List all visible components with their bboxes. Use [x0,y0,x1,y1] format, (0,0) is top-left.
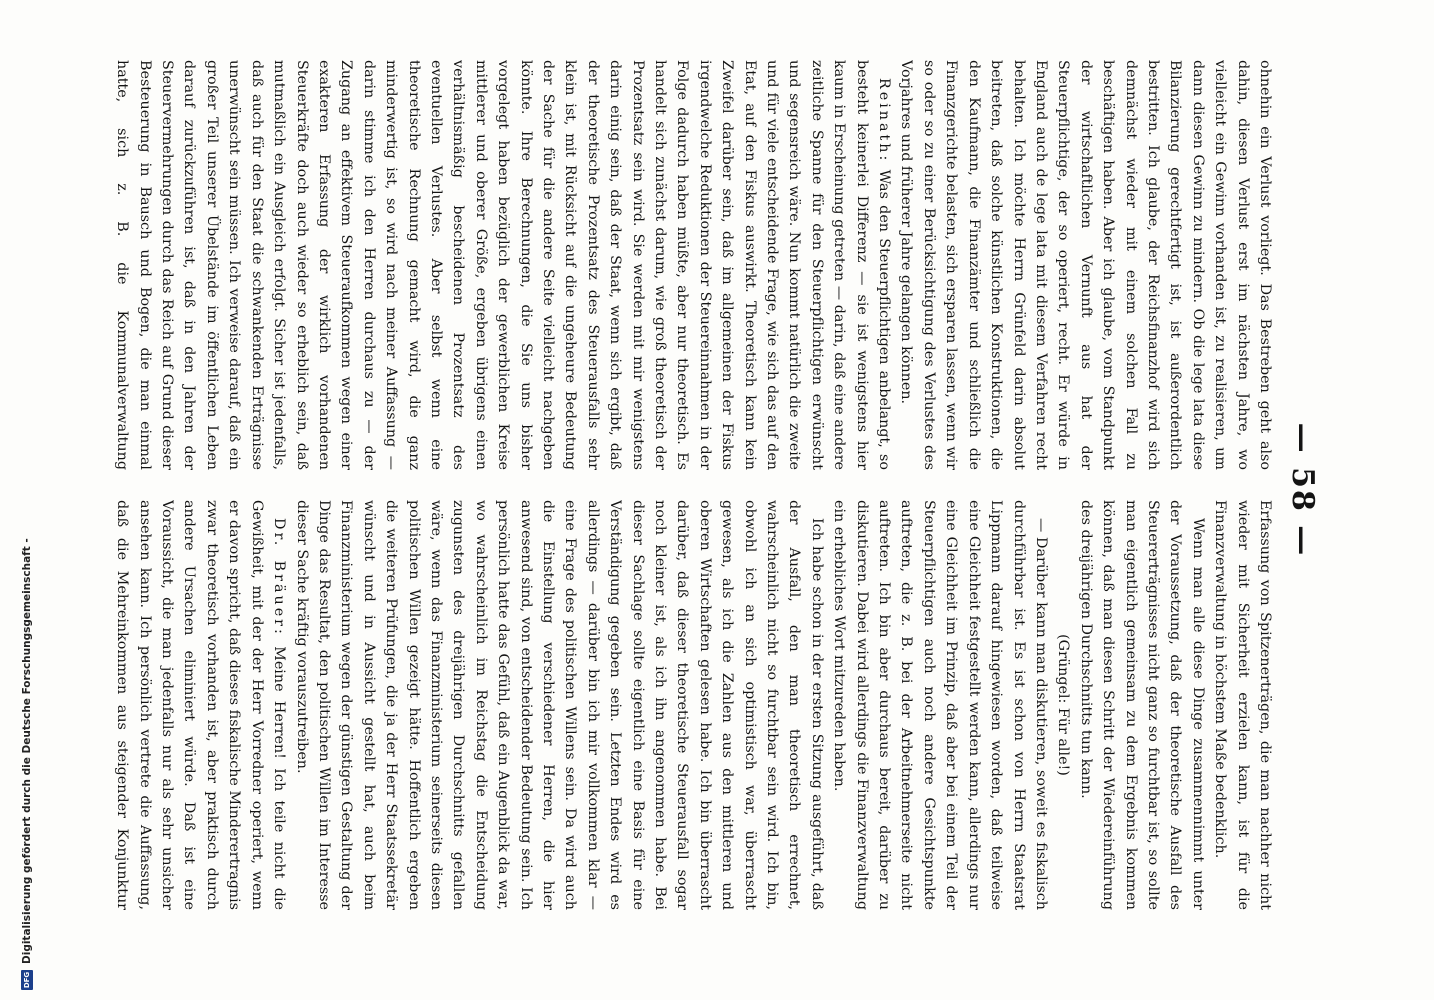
paragraph-text: Wenn man alle diese Dinge zusammennimmt unter der Voraussetzung, daß der theoretische Ausfall des Steuererträgnisses nicht ganz so furchtbar ist, so sollte man eigentlich gemeinsam zu dem Ergebnis kommen können, daß man diesen Schritt der Wiedereinführung des dreijährigen Durchschnitts tun kann. [1077,500,1206,910]
paragraph-text: Meine Herren! Ich teile nicht die Gewißheit, mit der der Herr Vorredner operiert, wenn er davon spricht, daß dieses fiskalische Minderertragnis zwar theoretisch vorhanden ist, aber praktisch durch andere Ursachen eliminiert würde. Daß ist eine Voraussicht, die man jedenfalls nur als sehr unsicher ansehen kann. Ich persönlich vertrete die Auffassung, daß die Mehreinkommen aus steigender Konjunktur [114,500,288,910]
page-number: — 58 — [1285,422,1320,558]
paragraph [290,500,828,910]
paragraph-text: Ich habe schon in der ersten Sitzung ausgeführt, daß der Ausfall, den man theoretisch errechnet, wahrscheinlich nicht so furchtbar sein wird. Ich bin, obwohl ich an sich optimistisch war, überrascht gewesen, als ich die Zahlen aus den mittleren und oberen Wirtschaften gelesen habe. Ich bin überrascht darüber, daß dieser theoretische Steuerausfall sogar noch kleiner ist, als ich ihn angenommen habe. Bei dieser Sachlage sollte eigentlich eine Basis für eine Verständigung gegeben sein. Letzten Endes wird es allerdings — darüber bin ich mir vollkommen klar — eine Frage des politischen Willens sein. Da wird auch die Einstellung verschiedener Herren, die hier anwesend sind, von entscheidender Bedeutung sein. Ich persönlich hatte das Gefühl, daß ein Augenblick da war, wo wahrscheinlich im Reichstag die Entscheidung zugunsten des dreijährigen Durchschnitts gefallen wäre, wenn das Finanzministerium seinerseits diesen politischen Willen gezeigt hätte. Hoffentlich ergeben die weiteren Prüfungen, die ja der Herr Staatssekretär wünscht und in Aussicht gestellt hat, auch beim Finanzministerium wegen der günstigen Gestaltung der Dinge das Resultat, den politischen Willen im Interesse dieser Sache kräftig vorauszutreiben. [293,500,825,910]
paragraph [1209,500,1276,910]
paragraph [110,60,895,470]
paragraph-text: ohnehin ein Verlust vorliegt. Das Bestreben geht also dahin, diesen Verlust erst im nächsten Jahre, wo vielleicht ein Gewinn vorhanden ist, zu realisieren, um dann diesen Gewinn zu mindern. Ob die lege lata diese Bilanzierung gerechtfertigt ist, ist außerordentlich bestritten. Ich glaube, der Reichsfinanzhof wird sich demnächst wieder mit einem solchen Fall zu beschäftigen haben. Aber ich glaube, vom Standpunkt der wirtschaftlichen Vernunft aus hat der Steuerpflichtige, der so operiert, recht. Er würde in England auch de lege lata mit diesem Verfahren recht behalten. Ich möchte Herrn Grünfeld darin absolut beitreten, daß solche künstlichen Konstruktionen, die den Kaufmann, die Finanzämter und schließlich die Finanzgerichte belasten, sich ersparen lassen, wenn wir so oder so zu einer Berücksichtigung des Verlustes des Vorjahres und früherer Jahre gelangen können. [898,60,1273,470]
paragraph-text: — Darüber kann man diskutieren, soweit es fiskalisch durchführbar ist. Es ist schon von Herrn Staatsrat Lippmann darauf hingewiesen worden, daß teilweise eine Gleichheit festgestellt werden kann, allerdings nur eine Gleichheit im Prinzip, daß aber bei einem Teil der Steuerpflichtigen auch noch andere Gesichtspunkte auftreten, die z. B. bei der Arbeitnehmerseite nicht auftreten. Ich bin aber durchaus bereit, darüber zu diskutieren. Dabei wird allerdings die Finanzverwaltung ein erhebliches Wort mitzureden haben. [831,500,1049,910]
paragraph [1074,500,1208,910]
paragraph-text: Erfassung von Spitzenerträgen, die man nachher nicht wieder mit Sicherheit erzielen kann, ist für die Finanzverwaltung in höchstem Maße bedenklich. [1212,500,1273,910]
paragraph [828,500,1052,910]
speaker-name: Reinath: [876,78,893,164]
dfg-logo-icon: DFG [23,971,31,989]
footer-credit: Digitalisierung gefördert durch die Deutsche Forschungsgemeinschaft - [21,538,33,964]
footer [19,0,35,990]
paragraph [895,60,1276,470]
interjection [1052,500,1074,910]
paragraph [110,500,290,910]
right-column [110,500,1276,910]
paragraph-text: (Grüngel: Für alle!) [1055,634,1072,776]
left-column [110,60,1276,470]
paragraph-text: Was den Steuerpflichtigen anbelangt, so besteht keinerlei Differenz — sie ist wenigstens hier kaum in Erscheinung getreten — darin, daß eine andere zeitliche Spanne für den Steuerpflichtigen erwünscht und segensreich wäre. Nun kommt natürlich die zweite und für viele entscheidende Frage, wie sich das auf den Etat, auf den Fiskus auswirkt. Theoretisch kann kein Zweifel darüber sein, daß im allgemeinen der Fiskus irgendwelche Reduktionen der Steuereinnahmen in der Folge dadurch haben müßte, aber nur theoretisch. Es handelt sich zunächst darum, wie groß theoretisch der Prozentsatz sein wird. Sie werden mit mir wenigstens darin einig sein, daß der Staat, wenn sich ergibt, daß der theoretische Prozentsatz des Steuerausfalls sehr klein ist, mit Rücksicht auf die ungeheure Bedeutung der Sache für die andere Seite vielleicht nachgeben könnte. Ihre Berechnungen, die Sie uns bisher vorgelegt haben bezüglich der gewerblichen Kreise mittlerer und oberer Größe, ergeben übrigens einen verhältnismäßig bescheidenen Prozentsatz des eventuellen Verlustes. Aber selbst wenn eine theoretische Rechnung gemacht wird, die ganz minderwertig ist, so wird nach meiner Auffassung — darin stimme ich den Herren durchaus zu — der Zugang an effektivem Steueraufkommen wegen einer exakteren Erfassung der wirklich vorhandenen Steuerkräfte doch auch wieder so erheblich sein, daß mutmaßlich ein Ausgleich erfolgt. Sicher ist jedenfalls, daß auch für den Staat die schwankenden Erträgnisse unerwünscht sein müssen. Ich verweise darauf, daß ein großer Teil unserer Übelstände im öffentlichen Leben darauf zurückzuführen ist, daß in den Jahren der Steuervermehrungen durch das Reich auf Grund dieser Besteuerung in Bausch und Bogen, die man einmal hatte, sich z. B. die Kommunalverwaltung [114,60,893,470]
rotated-content [110,60,1320,920]
footer-strip [3,0,33,1000]
speaker-name: Dr. Bräuer: [271,518,288,637]
